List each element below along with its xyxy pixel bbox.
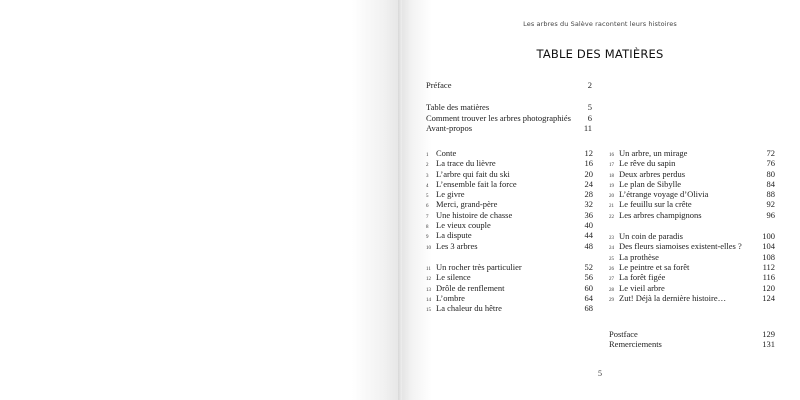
page-title: TABLE DES MATIÈRES <box>536 47 664 61</box>
toc-entry-page: 36 <box>584 209 593 220</box>
toc-entry-page: 129 <box>762 329 775 339</box>
toc-entry-page: 131 <box>762 339 775 350</box>
toc-entry[interactable] <box>426 189 593 199</box>
toc-entry-title: L’étrange voyage d’Olivia <box>619 189 709 200</box>
toc-entry[interactable] <box>609 158 775 168</box>
story-number: 14 <box>426 297 431 303</box>
toc-entry[interactable] <box>426 272 593 282</box>
toc-entry-page: 5 <box>587 102 592 113</box>
toc-entry-title: Les 3 arbres <box>436 240 478 251</box>
story-number: 13 <box>426 287 431 293</box>
toc-entry-title: Une histoire de chasse <box>436 209 513 220</box>
toc-entry-title: Le givre <box>436 189 465 200</box>
toc-entry-title: Un coin de paradis <box>619 231 683 242</box>
toc-entry-page: 60 <box>584 282 593 293</box>
toc-entry[interactable] <box>426 283 593 293</box>
toc-entry-page: 76 <box>766 158 775 169</box>
toc-spacer <box>426 90 592 102</box>
toc-entry-comment-trouver[interactable] <box>426 113 592 123</box>
toc-entry-title: Drôle de renflement <box>436 282 505 293</box>
toc-entry-title: Préface <box>426 80 452 90</box>
toc-entry-title: Un rocher très particulier <box>436 261 522 272</box>
toc-entry-title: Avant-propos <box>426 122 473 133</box>
toc-entry-page: 12 <box>584 148 593 158</box>
toc-entry-title: Comment trouver les arbres photographiés <box>426 112 571 123</box>
toc-entry-page: 16 <box>584 158 593 169</box>
toc-entry-title: Le feuillu sur la crête <box>619 199 692 210</box>
toc-entry-title: Merci, grand-père <box>436 199 498 210</box>
story-number: 17 <box>609 163 614 169</box>
toc-entry[interactable] <box>609 231 775 241</box>
toc-entry-title: Le silence <box>436 272 471 283</box>
story-number: 9 <box>426 235 429 241</box>
toc-entry-avant-propos[interactable] <box>426 123 592 133</box>
toc-entry-title: L’ensemble fait la force <box>436 178 517 189</box>
toc-entry-table-des-matieres[interactable] <box>426 102 592 112</box>
story-number: 4 <box>426 183 429 189</box>
toc-entry-title: Le rêve du sapin <box>619 158 676 169</box>
toc-entry-title: L’arbre qui fait du ski <box>436 168 510 179</box>
toc-entry[interactable] <box>609 252 775 262</box>
toc-entry-title: Les arbres champignons <box>619 209 702 220</box>
toc-entry-page: 24 <box>584 178 593 189</box>
toc-entry[interactable] <box>609 262 775 272</box>
story-number: 19 <box>609 183 614 189</box>
story-number: 25 <box>609 256 614 262</box>
story-number: 2 <box>426 163 429 169</box>
toc-entry[interactable] <box>609 210 775 220</box>
story-number: 6 <box>426 204 429 210</box>
story-number: 27 <box>609 277 614 283</box>
toc-entry-page: 80 <box>766 168 775 179</box>
toc-back-matter <box>609 329 775 350</box>
toc-entry-page: 20 <box>584 168 593 179</box>
toc-spacer <box>426 251 593 262</box>
story-number: 23 <box>609 236 614 242</box>
toc-entry-page: 40 <box>584 220 593 231</box>
toc-entry[interactable] <box>426 158 593 168</box>
toc-entry[interactable] <box>426 199 593 209</box>
toc-entry-page: 11 <box>583 122 592 133</box>
toc-entry-page: 48 <box>584 240 593 251</box>
story-number: 24 <box>609 246 614 252</box>
toc-entry-title: Table des matières <box>426 102 490 113</box>
toc-entry[interactable] <box>426 220 593 230</box>
toc-entry[interactable] <box>609 199 775 209</box>
toc-entry[interactable] <box>426 293 593 303</box>
toc-front-matter <box>426 80 592 133</box>
book-gutter <box>398 0 402 400</box>
toc-entry-page: 64 <box>584 292 593 303</box>
toc-entry-title: Conte <box>436 148 457 158</box>
toc-entry[interactable] <box>609 293 775 303</box>
toc-entry-page: 32 <box>584 199 593 210</box>
toc-entry[interactable] <box>426 179 593 189</box>
story-number: 18 <box>609 173 614 179</box>
toc-entry-page: 72 <box>766 148 775 158</box>
running-head: Les arbres du Salève racontent leurs histoires <box>523 20 677 28</box>
toc-entry-title: Le vieil arbre <box>619 282 665 293</box>
page-number: 5 <box>598 369 602 378</box>
toc-entry-title: Remerciements <box>609 339 662 350</box>
story-number: 11 <box>426 266 431 272</box>
toc-entry-page: 112 <box>762 261 775 272</box>
story-number: 7 <box>426 214 429 220</box>
toc-entry[interactable] <box>609 179 775 189</box>
story-number: 29 <box>609 297 614 303</box>
toc-spacer <box>609 220 775 231</box>
toc-entry[interactable] <box>609 241 775 251</box>
toc-entry-title: La chaleur du hêtre <box>436 303 502 314</box>
story-number: 15 <box>426 308 431 314</box>
story-number: 28 <box>609 287 614 293</box>
story-number: 1 <box>426 153 429 158</box>
toc-entry-page: 124 <box>762 292 775 303</box>
toc-entry-title: Le vieux couple <box>436 220 491 231</box>
toc-entry-page: 2 <box>587 80 592 90</box>
toc-entry[interactable] <box>426 148 593 158</box>
toc-entry-title: Un arbre, un mirage <box>619 148 688 158</box>
story-number: 5 <box>426 194 429 200</box>
toc-entry-title: Le plan de Sibylle <box>619 178 682 189</box>
toc-entry[interactable] <box>426 169 593 179</box>
toc-entry-page: 120 <box>762 282 775 293</box>
toc-entry[interactable] <box>426 210 593 220</box>
toc-entry-page: 84 <box>766 178 775 189</box>
toc-entry[interactable] <box>609 148 775 158</box>
toc-entry-title: La trace du lièvre <box>436 158 496 169</box>
story-number: 26 <box>609 266 614 272</box>
toc-entry-title: Deux arbres perdus <box>619 168 686 179</box>
toc-entry-page: 28 <box>584 189 593 200</box>
toc-entry[interactable] <box>426 230 593 240</box>
toc-entry-page: 100 <box>762 231 775 242</box>
toc-entry-page: 116 <box>762 272 775 283</box>
toc-entry[interactable] <box>426 262 593 272</box>
toc-entry-title: La prothèse <box>619 251 659 262</box>
toc-stories-left-column <box>426 148 593 313</box>
toc-entry-title: Postface <box>609 329 638 339</box>
story-number: 16 <box>609 153 614 158</box>
toc-entry[interactable] <box>609 272 775 282</box>
toc-entry-title: Des fleurs siamoises existent-elles ? <box>619 241 742 252</box>
toc-entry-page: 104 <box>762 241 775 252</box>
toc-entry[interactable] <box>426 241 593 251</box>
toc-entry-page: 92 <box>766 199 775 210</box>
toc-entry-page: 44 <box>584 230 593 241</box>
toc-entry[interactable] <box>609 169 775 179</box>
story-number: 10 <box>426 245 431 251</box>
toc-entry-title: La forêt figée <box>619 272 666 283</box>
toc-entry[interactable] <box>426 303 593 313</box>
story-number: 22 <box>609 214 614 220</box>
toc-entry-postface[interactable] <box>609 329 775 339</box>
toc-entry-page: 108 <box>762 251 775 262</box>
toc-entry-page: 68 <box>584 303 593 314</box>
toc-entry-title: Le peintre et sa forêt <box>619 261 690 272</box>
toc-entry-preface[interactable] <box>426 80 592 90</box>
toc-entry-title: La dispute <box>436 230 472 241</box>
story-number: 21 <box>609 204 614 210</box>
toc-entry-page: 6 <box>587 112 592 123</box>
toc-entry-page: 56 <box>584 272 593 283</box>
toc-entry-remerciements[interactable] <box>609 339 775 349</box>
toc-entry-title: L’ombre <box>436 292 465 303</box>
story-number: 3 <box>426 173 429 179</box>
toc-stories-right-column <box>609 148 775 303</box>
toc-entry-page: 96 <box>766 209 775 220</box>
toc-entry-page: 52 <box>584 261 593 272</box>
toc-entry[interactable] <box>609 283 775 293</box>
story-number: 20 <box>609 194 614 200</box>
toc-entry-title: Zut! Déjà la dernière histoire… <box>619 292 727 303</box>
toc-entry[interactable] <box>609 189 775 199</box>
story-number: 8 <box>426 225 429 231</box>
story-number: 12 <box>426 277 431 283</box>
toc-entry-page: 88 <box>766 189 775 200</box>
